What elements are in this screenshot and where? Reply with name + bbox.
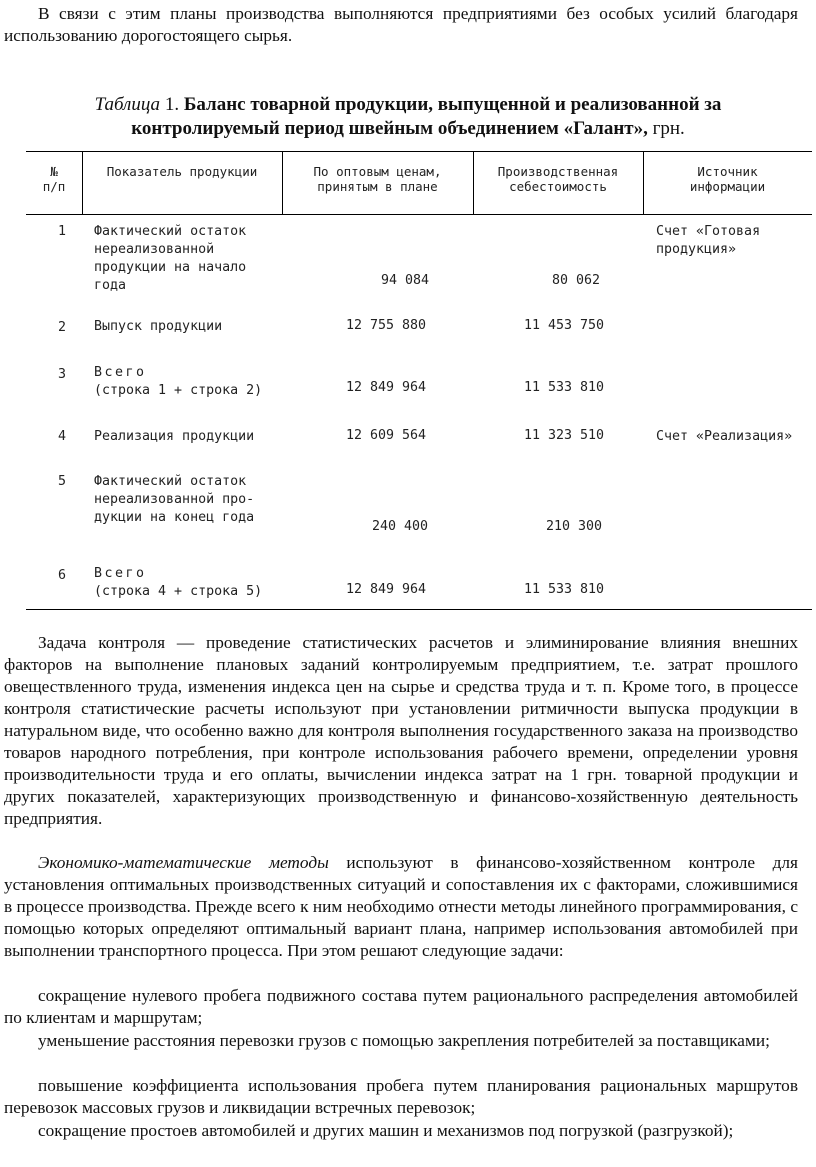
task-item: уменьшение расстояния перевозки грузов с помощью закрепления потребителей за поставщиками; [38,1031,770,1050]
row-indicator-title: Всего [94,365,147,380]
row-number: 4 [58,429,67,444]
row-cost: 11 533 810 [524,582,605,597]
row-indicator: Выпуск продукции [94,319,223,334]
caption-title-line2: контролируемый период швейным объединением «Галант», [131,118,648,139]
row-wholesale: 240 400 [372,519,429,534]
row-number: 2 [58,320,67,335]
balance-table [26,151,812,610]
intro-paragraph: В связи с этим планы производства выполняются предприятиями без особых усилий благодаря использованию дорогостоящего сырья. [4,4,798,45]
row-cost: 11 323 510 [524,428,605,443]
row-cost: 11 533 810 [524,380,605,395]
task-item: сокращение нулевого пробега подвижного состава путем рационального распределения автомобилей по клиентам и маршрутам; [4,986,798,1027]
row-number: 5 [58,474,67,489]
header-number: № п/п [42,164,66,194]
row-indicator: Фактический остаток нереализованной продукции на начало года [94,224,247,293]
row-number: 1 [58,224,67,239]
methods-text: используют в финансово-хозяйственном контроле для установления оптимальных производственных ситуаций и сопоставления их с факторами, сложившимися в процессе производства. Прежде всего к ним необходимо отнести методы линейного программирования, с помощью которых определяют оптимальный вариант плана, например использования автомобилей при выполнении транспортного процесса. При этом решают следующие задачи: [4,853,798,960]
methods-paragraph [4,852,798,962]
caption-number: 1. [164,94,180,115]
row-source: Счет «Реализация» [656,429,793,444]
row-wholesale: 12 849 964 [346,380,427,395]
row-indicator: (строка 1 + строка 2) [94,383,263,398]
table-caption [0,93,816,141]
control-paragraph: Задача контроля — проведение статистических расчетов и элиминирование влияния внешних факторов на выполнение плановых заданий контролируемым предприятием, т.е. затрат прошлого овеществленного труда, изменения индекса цен на сырье и средства труда и т. п. Кроме того, в процессе контроля статистические расчеты используют при установлении ритмичности выпуска продукции в натуральном виде, что особенно важно для контроля выполнения государственного заказа на производство товаров народного потребления, при контроле использования рабочего времени, определении уровня производительности труда и его оплаты, вычислении индекса затрат на 1 грн. товарной продукции и других показателей, характеризующих производственную и финансово-хозяйственную деятельность предприятия. [4,633,798,828]
header-indicator: Показатель продукции [106,164,258,179]
row-cost: 210 300 [546,519,603,534]
methods-lead: Экономико-математические методы [38,853,329,872]
table-column-divider [82,152,83,214]
row-cost: 11 453 750 [524,318,605,333]
row-indicator: Реализация продукции [94,429,255,444]
caption-unit: грн. [652,118,685,139]
row-wholesale: 12 849 964 [346,582,427,597]
header-wholesale: По оптовым ценам, принятым в плане [313,164,442,194]
row-indicator-title: Всего [94,566,147,581]
row-source: Счет «Готовая продукция» [656,224,761,257]
table-header-divider [26,214,812,215]
row-indicator: Фактический остаток нереализованной про- дукции на конец года [94,474,255,525]
caption-title-line1: Баланс товарной продукции, выпущенной и реализованной за [183,94,722,115]
row-indicator: (строка 4 + строка 5) [94,584,263,599]
task-item: повышение коэффициента использования пробега путем планирования рациональных маршрутов перевозок массовых грузов и ликвидации встречных перевозок; [4,1076,798,1117]
header-cost: Производственная себестоимость [497,164,619,194]
row-number: 6 [58,568,67,583]
row-number: 3 [58,367,67,382]
row-wholesale: 12 609 564 [346,428,427,443]
caption-label: Таблица [94,94,161,115]
row-wholesale: 94 084 [381,273,430,288]
row-wholesale: 12 755 880 [346,318,427,333]
task-item: сокращение простоев автомобилей и других машин и механизмов под погрузкой (разгрузкой); [38,1121,734,1140]
header-source: Источник информации [689,164,766,194]
row-cost: 80 062 [552,273,601,288]
